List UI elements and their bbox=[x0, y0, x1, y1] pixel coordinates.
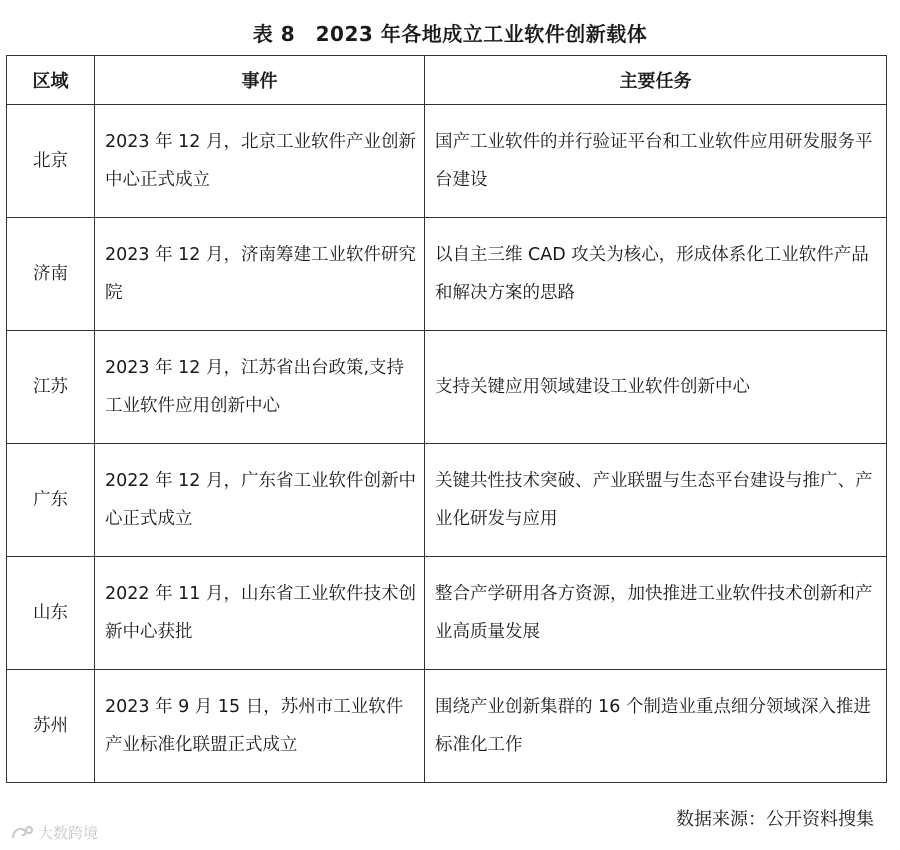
table-title: 表 8 2023 年各地成立工业软件创新载体 bbox=[252, 22, 648, 46]
header-task: 主要任务 bbox=[425, 56, 887, 105]
table-row bbox=[7, 331, 887, 444]
task-cell: 整合产学研用各方资源，加快推进工业软件技术创新和产业高质量发展 bbox=[425, 557, 887, 670]
task-cell: 围绕产业创新集群的 16 个制造业重点细分领域深入推进标准化工作 bbox=[425, 670, 887, 783]
innovation-table bbox=[6, 55, 887, 783]
event-cell: 2022 年 11 月，山东省工业软件技术创新中心获批 bbox=[95, 557, 425, 670]
event-cell: 2022 年 12 月，广东省工业软件创新中心正式成立 bbox=[95, 444, 425, 557]
table-row bbox=[7, 218, 887, 331]
task-cell: 支持关键应用领域建设工业软件创新中心 bbox=[425, 331, 887, 444]
table-header-row bbox=[7, 56, 887, 105]
event-cell: 2023 年 9 月 15 日，苏州市工业软件产业标准化联盟正式成立 bbox=[95, 670, 425, 783]
table-row bbox=[7, 444, 887, 557]
header-event: 事件 bbox=[95, 56, 425, 105]
header-region: 区域 bbox=[7, 56, 95, 105]
region-cell: 苏州 bbox=[7, 670, 95, 783]
region-cell: 济南 bbox=[7, 218, 95, 331]
brand-logo-icon bbox=[10, 824, 34, 842]
event-cell: 2023 年 12 月，济南筹建工业软件研究院 bbox=[95, 218, 425, 331]
table-row bbox=[7, 557, 887, 670]
task-cell: 以自主三维 CAD 攻关为核心，形成体系化工业软件产品和解决方案的思路 bbox=[425, 218, 887, 331]
table-row bbox=[7, 670, 887, 783]
table-row bbox=[7, 105, 887, 218]
task-cell: 关键共性技术突破、产业联盟与生态平台建设与推广、产业化研发与应用 bbox=[425, 444, 887, 557]
event-cell: 2023 年 12 月，江苏省出台政策,支持工业软件应用创新中心 bbox=[95, 331, 425, 444]
watermark bbox=[10, 822, 98, 843]
region-cell: 山东 bbox=[7, 557, 95, 670]
data-source-note: 数据来源：公开资料搜集 bbox=[676, 809, 874, 830]
region-cell: 广东 bbox=[7, 444, 95, 557]
region-cell: 北京 bbox=[7, 105, 95, 218]
event-cell: 2023 年 12 月，北京工业软件产业创新中心正式成立 bbox=[95, 105, 425, 218]
region-cell: 江苏 bbox=[7, 331, 95, 444]
task-cell: 国产工业软件的并行验证平台和工业软件应用研发服务平台建设 bbox=[425, 105, 887, 218]
watermark-text: 大数跨境 bbox=[38, 824, 99, 842]
